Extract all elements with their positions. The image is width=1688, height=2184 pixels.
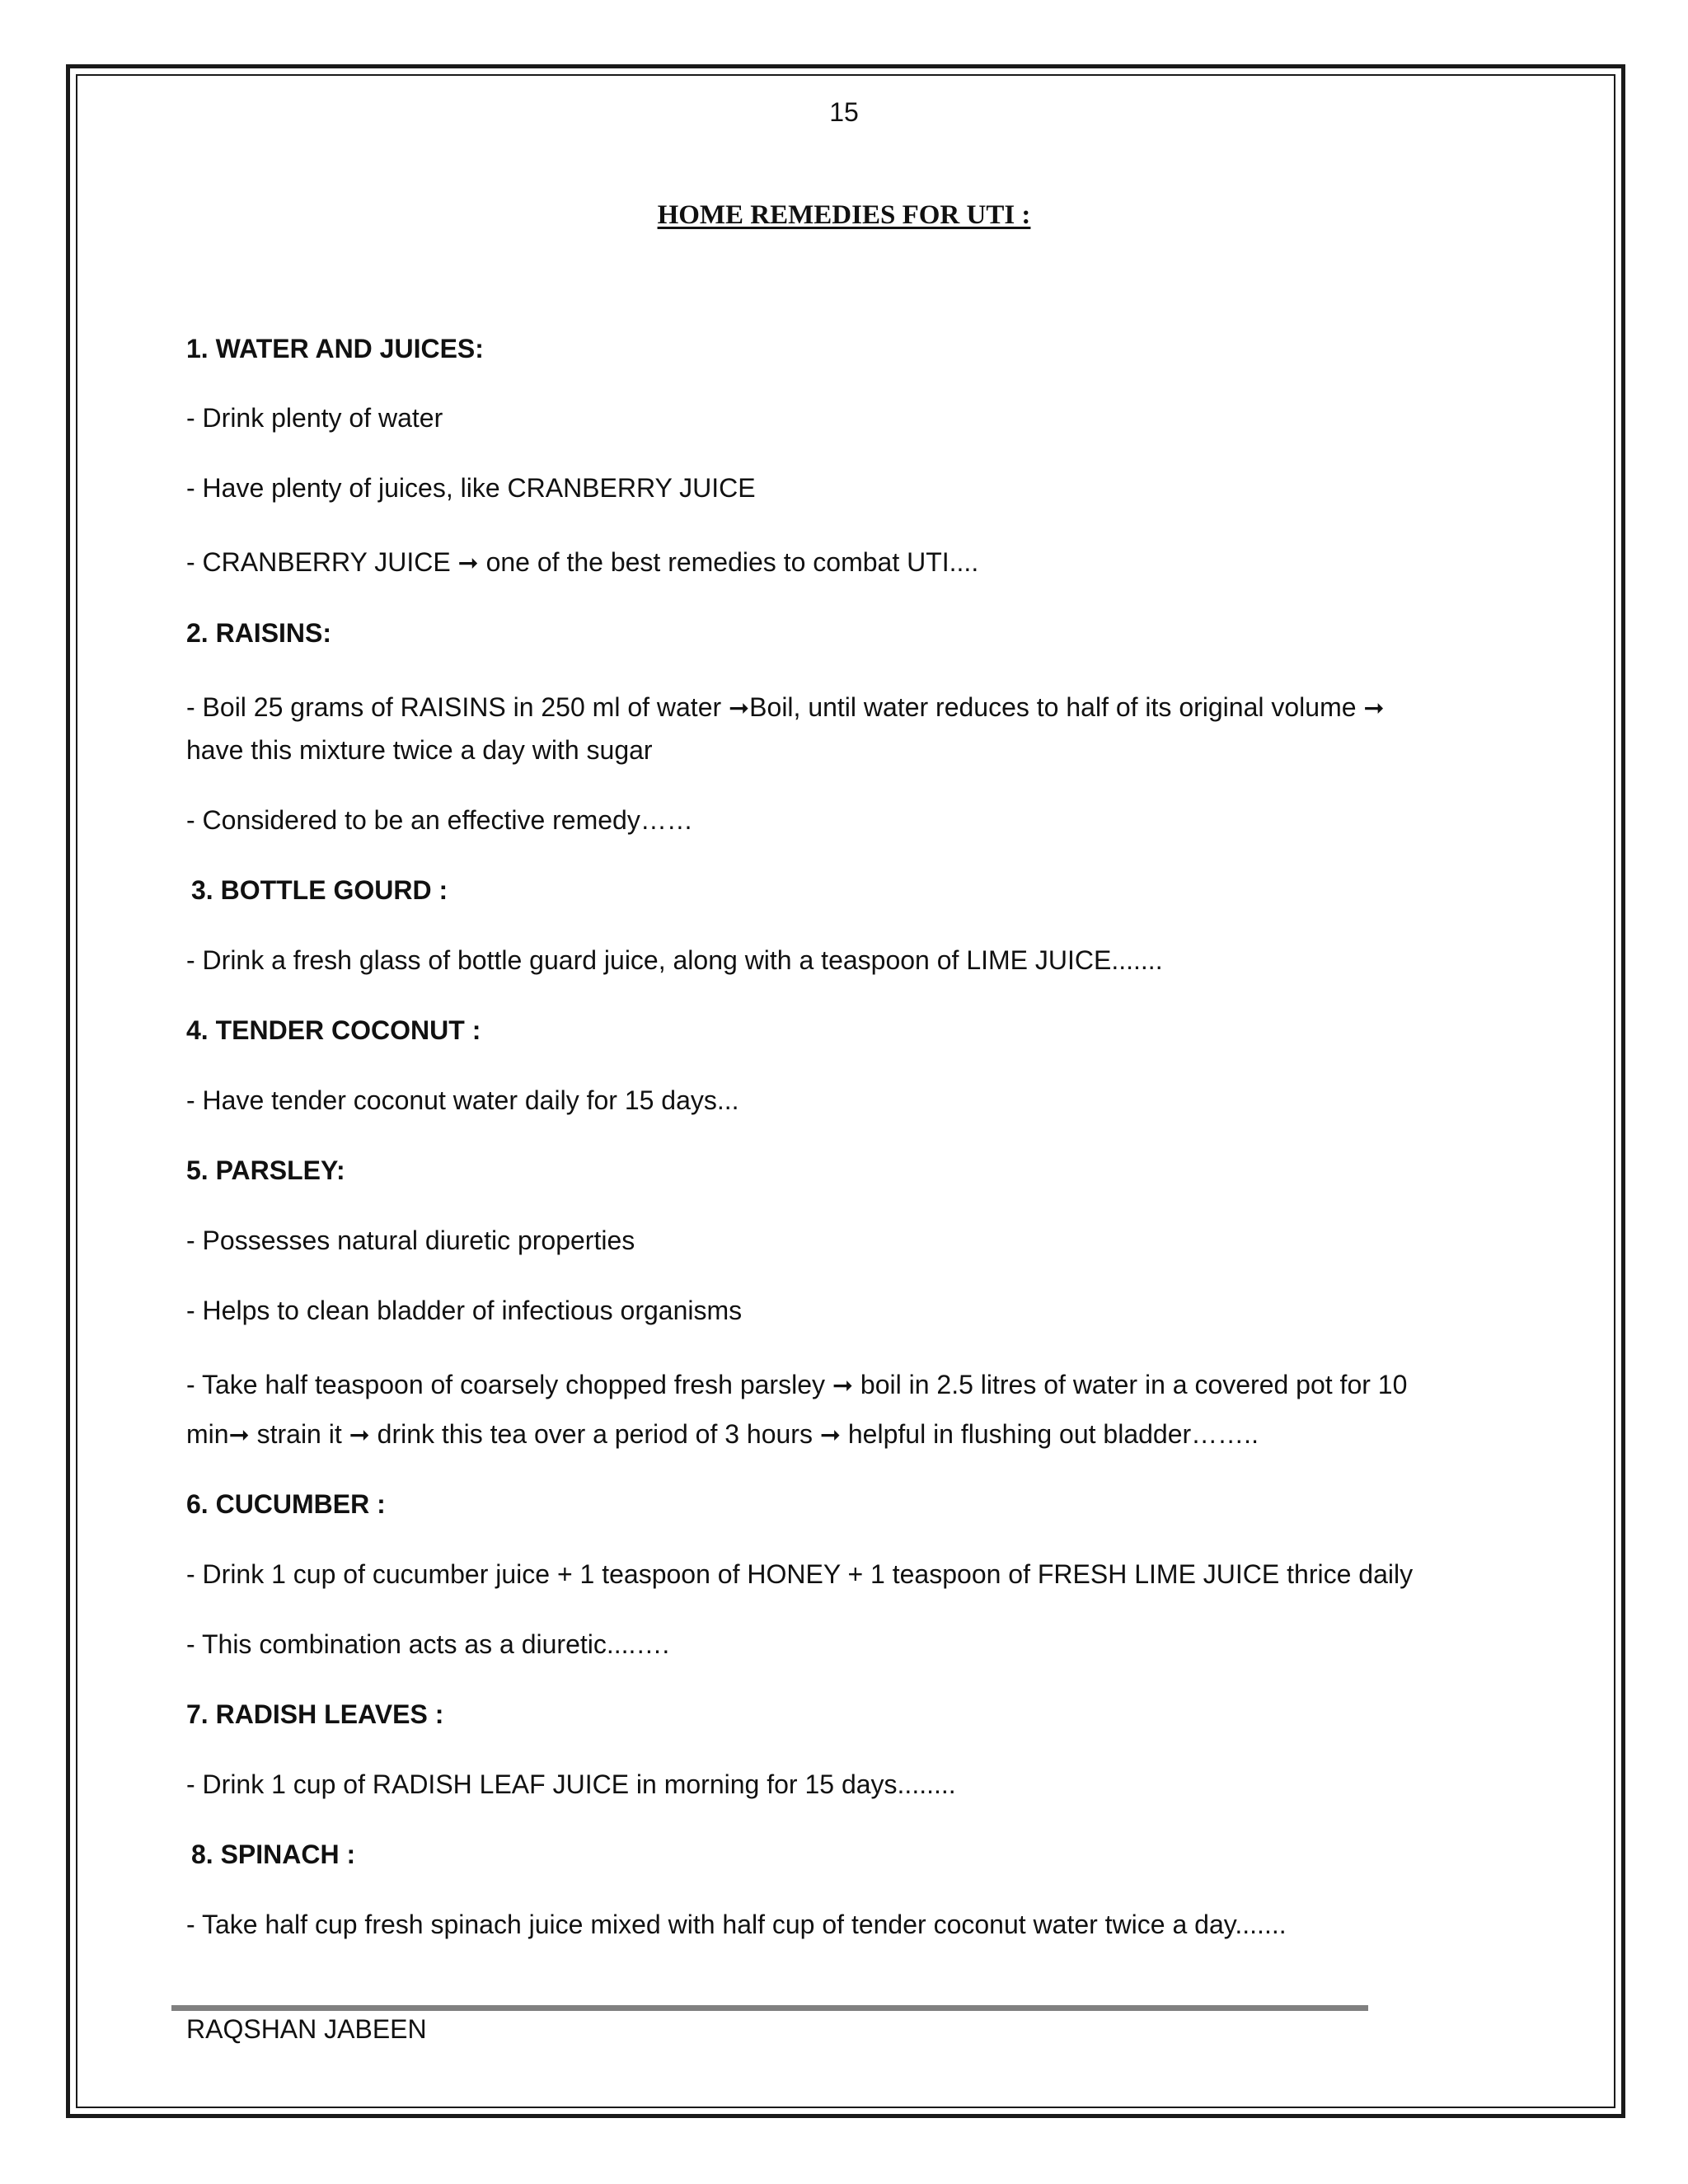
heading-spinach: 8. SPINACH : (191, 1840, 356, 1869)
arrow-icon: ➞ (729, 695, 750, 722)
text-line: - Take half teaspoon of coarsely chopped fresh parsley ➞ boil in 2.5 litres of water in a covered pot for 10 (186, 1370, 1408, 1399)
heading-bottle-gourd: 3. BOTTLE GOURD : (191, 875, 448, 905)
arrow-icon: ➞ (457, 550, 479, 577)
arrow-icon: ➞ (228, 1422, 250, 1449)
text-line: - CRANBERRY JUICE ➞ one of the best remedies to combat UTI.... (186, 547, 979, 577)
arrow-icon: ➞ (819, 1422, 841, 1449)
page-title: HOME REMEDIES FOR UTI : (657, 200, 1031, 230)
heading-cucumber: 6. CUCUMBER : (186, 1489, 386, 1519)
page-number: 15 (829, 97, 859, 127)
arrow-icon: ➞ (349, 1422, 370, 1449)
text-line: - Possesses natural diuretic properties (186, 1226, 635, 1255)
text-line: - Drink 1 cup of RADISH LEAF JUICE in morning for 15 days........ (186, 1769, 956, 1799)
text-line: - Have plenty of juices, like CRANBERRY JUICE (186, 473, 756, 503)
heading-tender-coconut: 4. TENDER COCONUT : (186, 1015, 481, 1045)
text-line: - Boil 25 grams of RAISINS in 250 ml of water ➞Boil, until water reduces to half of its original volume ➞ (186, 692, 1385, 722)
text-line: have this mixture twice a day with sugar (186, 735, 653, 765)
text-line: - Helps to clean bladder of infectious organisms (186, 1296, 743, 1325)
heading-radish-leaves: 7. RADISH LEAVES : (186, 1699, 444, 1729)
text-line: - Drink a fresh glass of bottle guard juice, along with a teaspoon of LIME JUICE....... (186, 945, 1163, 975)
text-line: - Drink 1 cup of cucumber juice + 1 teaspoon of HONEY + 1 teaspoon of FRESH LIME JUICE thrice daily (186, 1559, 1414, 1589)
text-line: - This combination acts as a diuretic....…. (186, 1629, 670, 1659)
text-line: - Drink plenty of water (186, 403, 443, 433)
text-line: min➞ strain it ➞ drink this tea over a period of 3 hours ➞ helpful in flushing out bladder…….. (186, 1419, 1259, 1449)
heading-water-and-juices: 1. WATER AND JUICES: (186, 334, 484, 363)
heading-raisins: 2. RAISINS: (186, 618, 332, 648)
arrow-icon: ➞ (832, 1372, 854, 1399)
footer-divider (171, 2005, 1368, 2011)
text-line: - Have tender coconut water daily for 15 days... (186, 1085, 739, 1115)
arrow-icon: ➞ (1363, 695, 1385, 722)
footer-author: RAQSHAN JABEEN (186, 2014, 427, 2044)
text-line: - Considered to be an effective remedy…… (186, 805, 693, 835)
heading-parsley: 5. PARSLEY: (186, 1155, 345, 1185)
text-line: - Take half cup fresh spinach juice mixed with half cup of tender coconut water twice a day....... (186, 1910, 1287, 1939)
